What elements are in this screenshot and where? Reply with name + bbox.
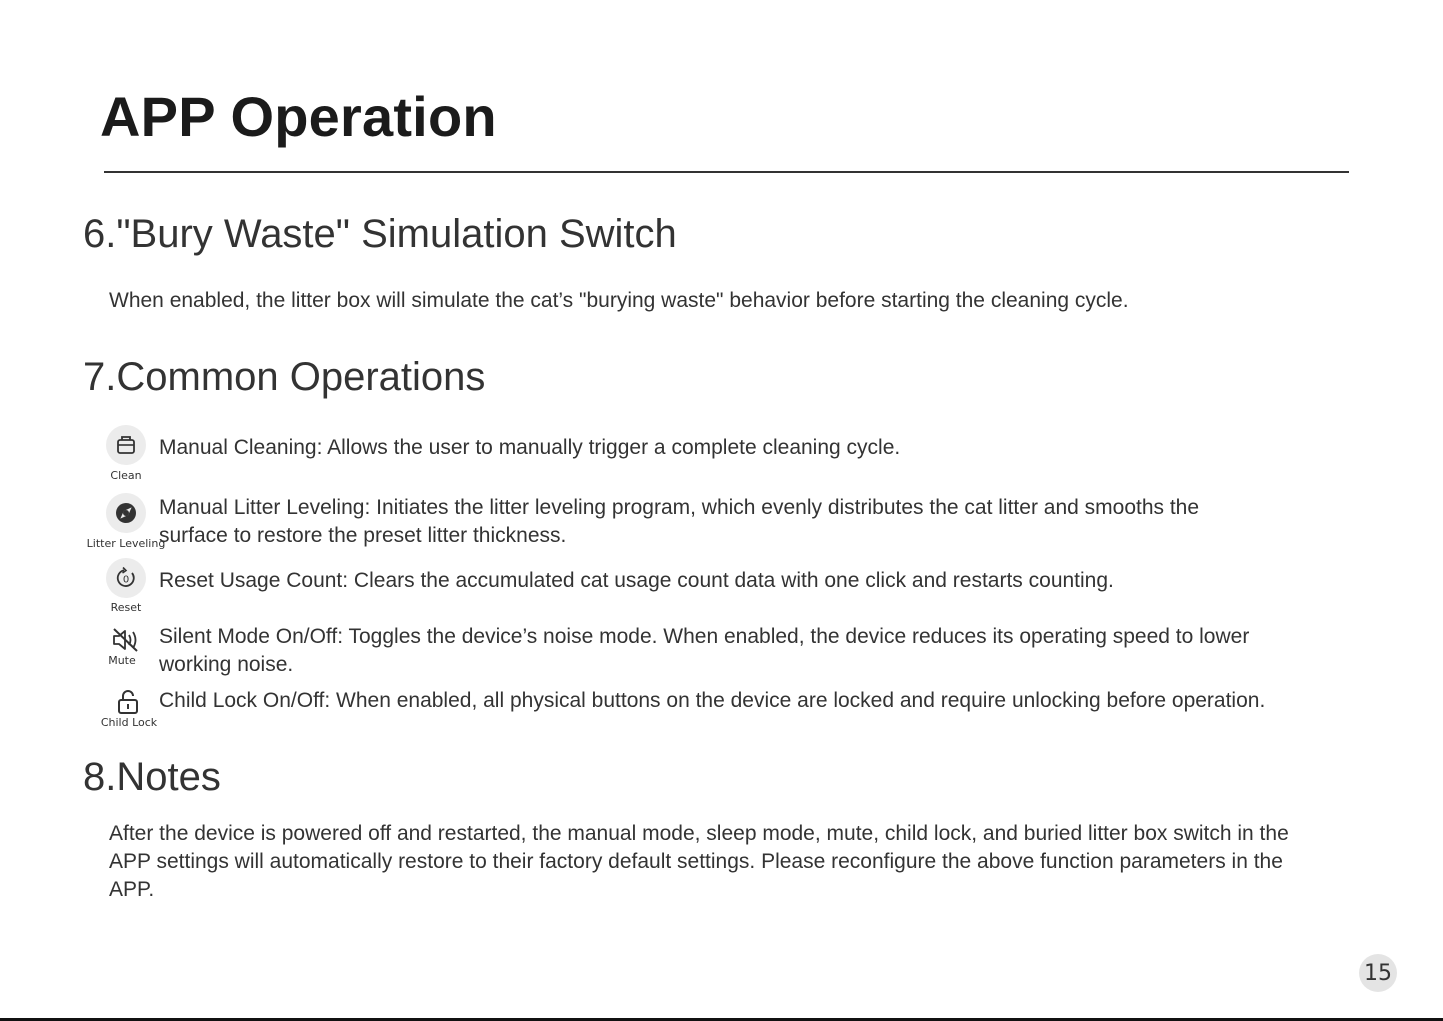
clean-caption: Clean [110, 469, 142, 482]
title-divider [104, 171, 1349, 173]
section-heading-common-operations: 7.Common Operations [83, 355, 486, 399]
clean-description: Manual Cleaning: Allows the user to manually trigger a complete cleaning cycle. [159, 436, 901, 459]
notes-description: After the device is powered off and restarted, the manual mode, sleep mode, mute, child lock, and buried litter box switch in the APP settings will automatically restore to their factory default settings. Please reconfigure the above function parameters in the APP. [109, 822, 1289, 901]
reset-caption: Reset [110, 601, 142, 614]
clean-icon [106, 425, 146, 465]
mute-description: Silent Mode On/Off: Toggles the device’s noise mode. When enabled, the device reduces its operating speed to lower working noise. [159, 625, 1250, 676]
section-heading-bury-waste: 6."Bury Waste" Simulation Switch [83, 212, 677, 256]
litter-leveling-description: Manual Litter Leveling: Initiates the litter leveling program, which evenly distributes the cat litter and smooths the surface to restore the preset litter thickness. [159, 496, 1200, 547]
litter-leveling-icon [106, 493, 146, 533]
child-lock-description: Child Lock On/Off: When enabled, all physical buttons on the device are locked and require unlocking before operation. [159, 689, 1266, 712]
child-lock-caption: Child Lock [100, 716, 158, 729]
bury-waste-description: When enabled, the litter box will simulate the cat’s "burying waste" behavior before starting the cleaning cycle. [109, 289, 1129, 312]
page-title: APP Operation [100, 85, 497, 148]
page-number-badge: 15 [1359, 954, 1397, 992]
reset-description: Reset Usage Count: Clears the accumulated cat usage count data with one click and restarts counting. [159, 569, 1114, 592]
section-heading-notes: 8.Notes [83, 755, 221, 799]
svg-text:0: 0 [122, 574, 130, 586]
mute-caption: Mute [108, 654, 136, 667]
litter-leveling-caption: Litter Leveling [86, 537, 166, 550]
reset-icon [106, 558, 146, 598]
